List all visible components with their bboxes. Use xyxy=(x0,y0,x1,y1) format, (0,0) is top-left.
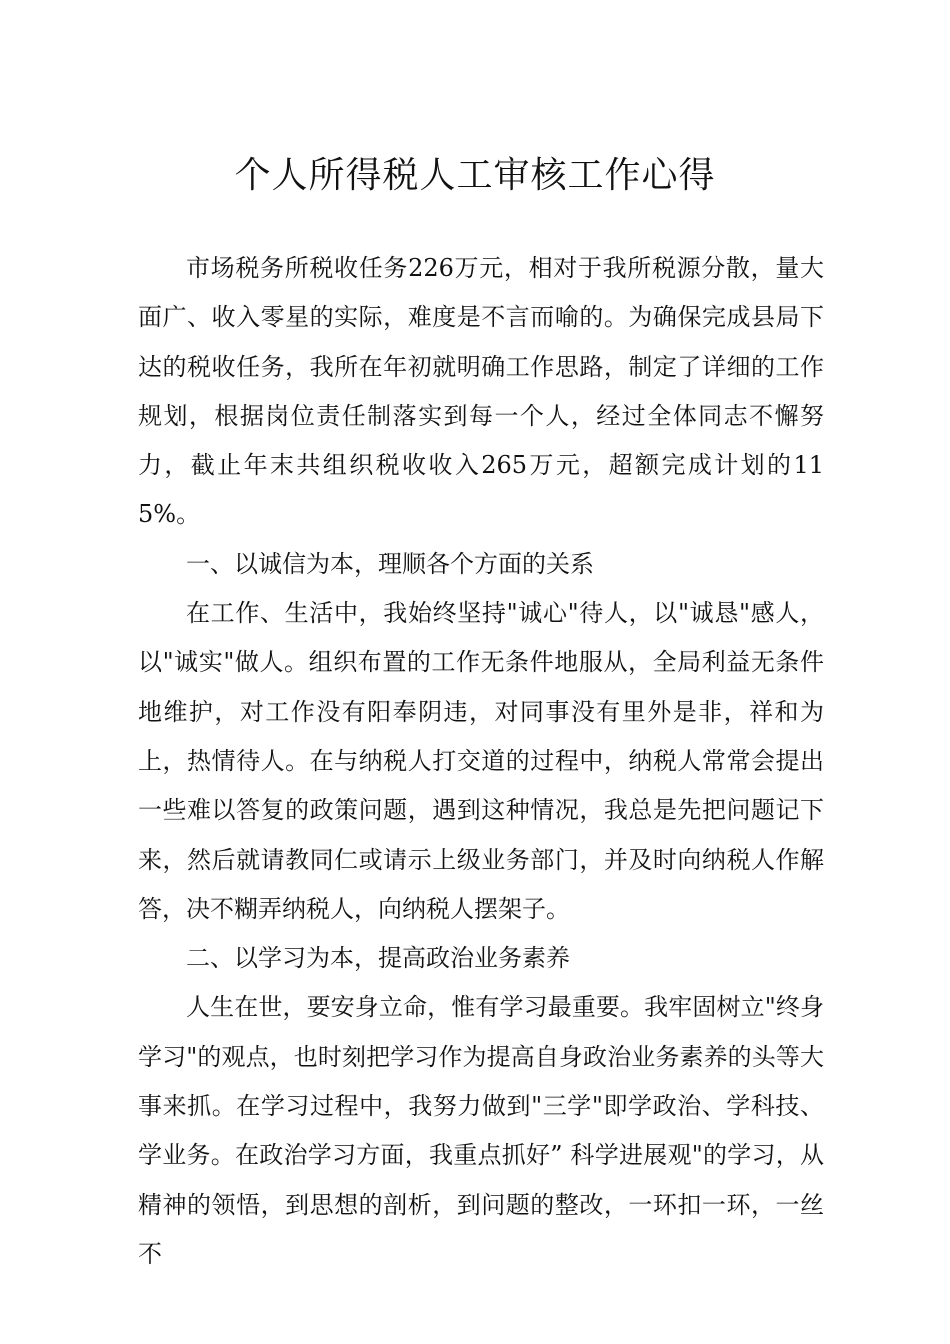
section-heading-2: 二、以学习为本，提高政治业务素养 xyxy=(186,944,570,973)
section-heading-1: 一、以诚信为本，理顺各个方面的关系 xyxy=(186,549,594,578)
paragraph-intro: 市场税务所税收任务226万元，相对于我所税源分散，量大面广、收入零星的实际，难度是不言而喻的。为确保完成县局下达的税收任务，我所在年初就明确工作思路，制定了详细的工作规划，根据岗位责任制落实到每一个人，经过全体同志不懈努力，截止年末共组织税收收入265万元，超额完成计划的115%。 xyxy=(138,254,824,529)
paragraph-learning: 人生在世，要安身立命，惟有学习最重要。我牢固树立"终身学习"的观点，也时刻把学习作为提高自身政治业务素养的头等大事来抓。在学习过程中，我努力做到"三学"即学政治、学科技、学业务。在政治学习方面，我重点抓好” 科学进展观"的学习，从精神的领悟，到思想的剖析，到问题的整改，一环扣一环，一丝不 xyxy=(138,993,824,1268)
document-title: 个人所得税人工审核工作心得 xyxy=(234,155,716,196)
paragraph-integrity: 在工作、生活中，我始终坚持"诚心"待人，以"诚恳"感人，以"诚实"做人。组织布置的工作无条件地服从，全局利益无条件地维护，对工作没有阳奉阴违，对同事没有里外是非，祥和为上，热情待人。在与纳税人打交道的过程中，纳税人常常会提出一些难以答复的政策问题，遇到这种情况，我总是先把问题记下来，然后就请教同仁或请示上级业务部门，并及时向纳税人作解答，决不糊弄纳税人，向纳税人摆架子。 xyxy=(138,599,824,923)
document-body xyxy=(138,244,824,1279)
